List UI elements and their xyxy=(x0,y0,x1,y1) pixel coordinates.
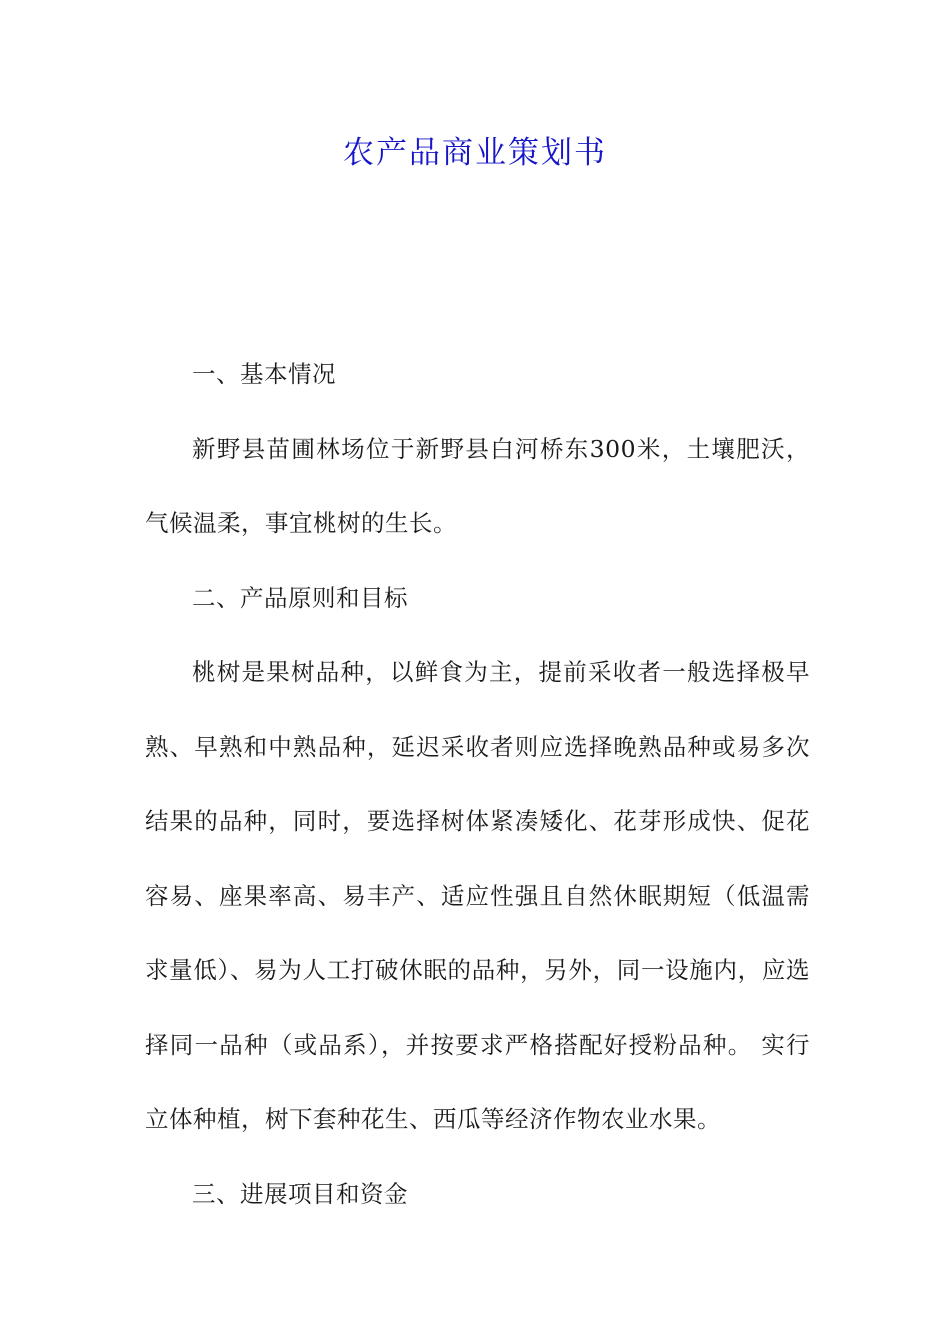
paragraph-location: 新野县苗圃林场位于新野县白河桥东300米，土壤肥沃，气候温柔，事宜桃树的生长。 xyxy=(145,434,810,537)
section-heading-principles-goals: 二、产品原则和目标 xyxy=(192,583,408,612)
section-heading-projects-funding: 三、进展项目和资金 xyxy=(192,1179,408,1208)
paragraph-varieties: 桃树是果树品种，以鲜食为主，提前采收者一般选择极早熟、早熟和中熟品种，延迟采收者则应选择晚熟品种或易多次结果的品种，同时，要选择树体紧凑矮化、花芽形成快、促花容易、座果率高、易丰产、适应性强且自然休眠期短（低温需求量低）、易为人工打破休眠的品种，另外，同一设施内，应选择同一品种（或品系），并按要求严格搭配好授粉品种。 实行立体种植，树下套种花生、西瓜等经济作物农业水果。 xyxy=(145,658,810,1133)
section-heading-basic-info: 一、基本情况 xyxy=(192,360,336,388)
document-body xyxy=(145,337,810,1231)
document-title: 农产品商业策划书 xyxy=(343,135,607,171)
